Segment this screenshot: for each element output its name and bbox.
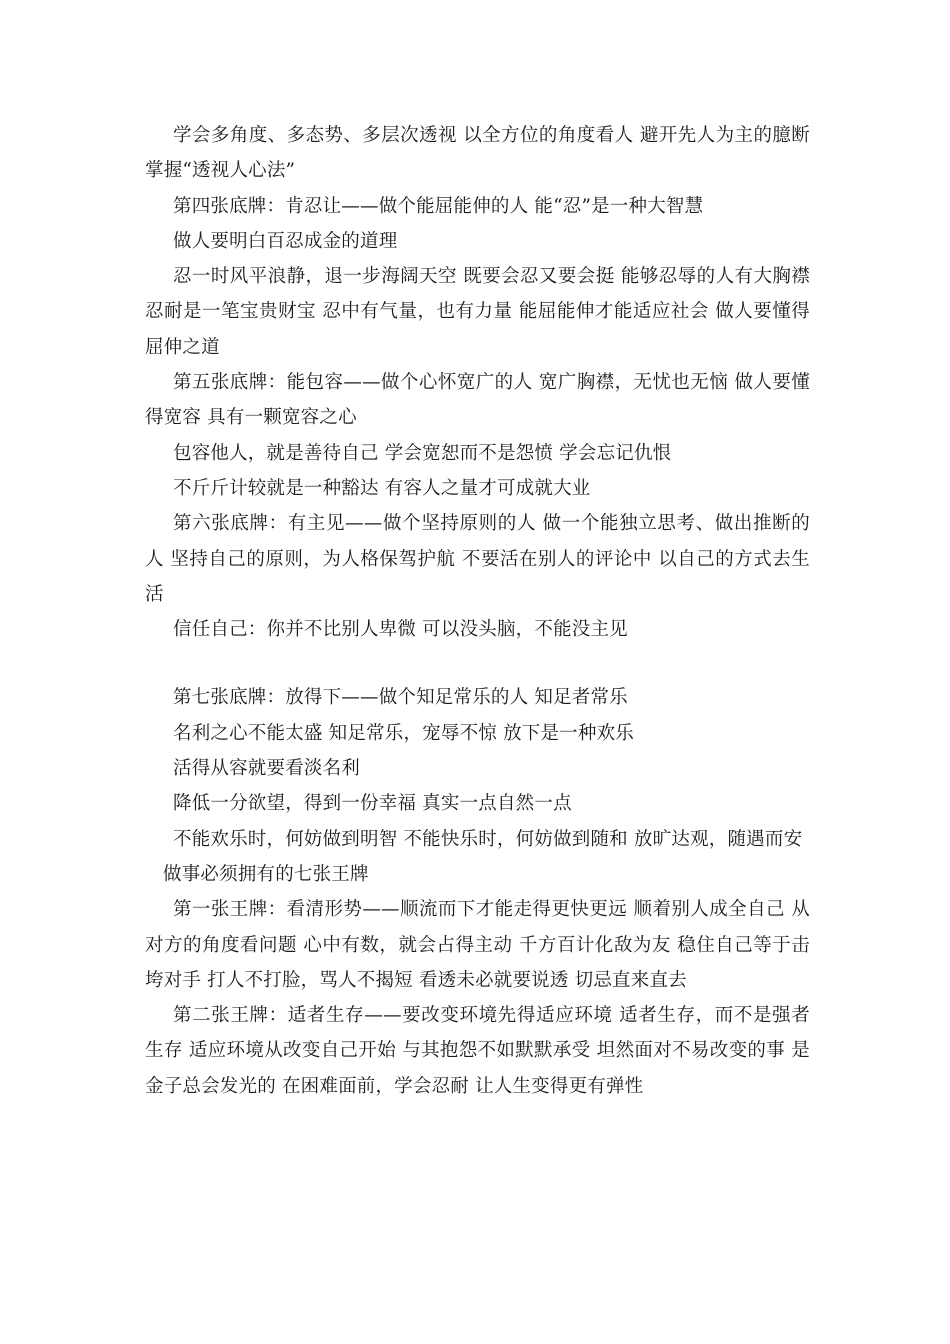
paragraph-6: 包容他人，就是善待自己 学会宽恕而不是怨愤 学会忘记仇恨 [173,442,672,464]
section-heading: 做事必须拥有的七张王牌 [163,863,369,885]
paragraph-8: 第六张底牌：有主见——做个坚持原则的人 做一个能独立思考、做出推断的人 坚持自己的原则，为人格保驾护航 不要活在别人的评论中 以自己的方式去生活 [145,513,810,605]
paragraph-16: 第二张王牌：适者生存——要改变环境先得适应环境 适者生存，而不是强者生存 适应环境从改变自己开始 与其抱怨不如默默承受 坦然面对不易改变的事 是金子总会发光的 在困难面前，学会忍耐 让人生变得更有弹性 [145,1005,810,1097]
paragraph-14: 不能欢乐时，何妨做到明智 不能快乐时，何妨做到随和 放旷达观，随遇而安 [173,828,803,850]
document-page [145,118,810,1104]
paragraph-2: 第四张底牌：肯忍让——做个能屈能伸的人 能“忍”是一种大智慧 [173,195,704,217]
paragraph-12: 活得从容就要看淡名利 [173,758,361,780]
paragraph-4: 忍一时风平浪静，退一步海阔天空 既要会忍又要会挺 能够忍辱的人有大胸襟 忍耐是一笔宝贵财宝 忍中有气量，也有力量 能屈能伸才能适应社会 做人要懂得屈伸之道 [145,266,810,358]
paragraph-13: 降低一分欲望，得到一份幸福 真实一点自然一点 [173,793,572,815]
paragraph-11: 名利之心不能太盛 知足常乐，宠辱不惊 放下是一种欢乐 [173,722,634,744]
paragraph-1: 学会多角度、多态势、多层次透视 以全方位的角度看人 避开先人为主的臆断 掌握“透视人心法” [145,125,810,182]
paragraph-10: 第七张底牌：放得下——做个知足常乐的人 知足者常乐 [173,687,628,709]
paragraph-15: 第一张王牌：看清形势——顺流而下才能走得更快更远 顺着别人成全自己 从对方的角度看问题 心中有数，就会占得主动 千方百计化敌为友 稳住自己等于击垮对手 打人不打脸，骂人不揭短 看透未必就要说透 切忌直来直去 [145,899,810,991]
blank-line [145,647,810,680]
paragraph-5: 第五张底牌：能包容——做个心怀宽广的人 宽广胸襟，无忧也无恼 做人要懂得宽容 具有一颗宽容之心 [145,372,810,429]
paragraph-7: 不斤斤计较就是一种豁达 有容人之量才可成就大业 [173,477,591,499]
paragraph-9: 信任自己：你并不比别人卑微 可以没头脑，不能没主见 [173,619,628,641]
paragraph-3: 做人要明白百忍成金的道理 [173,230,398,252]
